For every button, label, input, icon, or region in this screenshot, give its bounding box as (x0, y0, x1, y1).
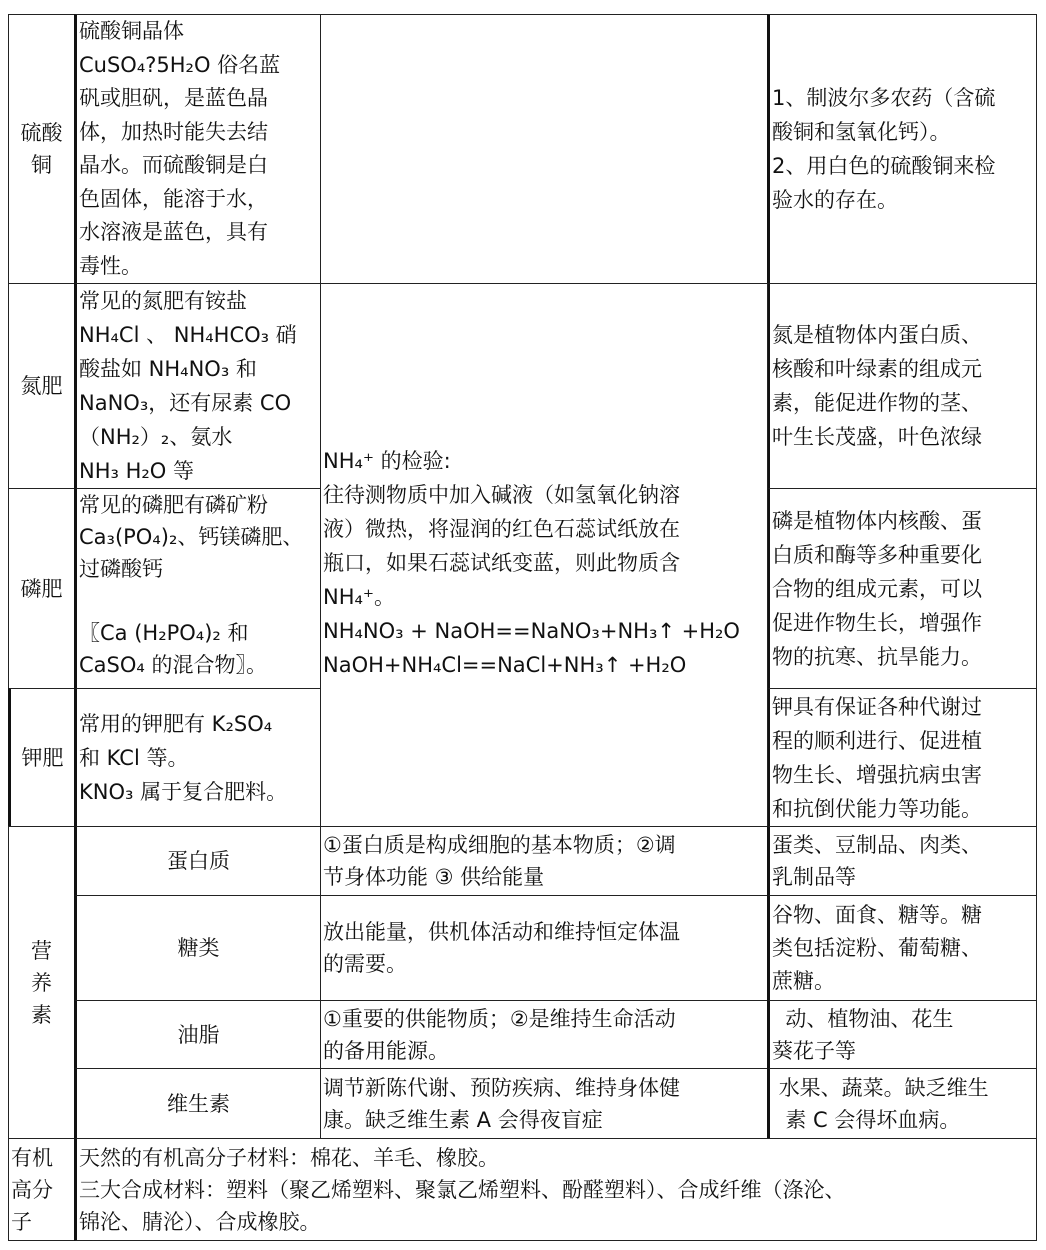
row-label-organic-polymers: 有机 高分 子 (8, 1138, 75, 1241)
ammonium-test: NH₄⁺ 的检验: 往待测物质中加入碱液（如氢氧化钠溶 液）微热，将湿润的红色石蕊试纸放在 瓶口，如果石蕊试纸变蓝，则此物质含 NH₄⁺。 NH₄NO₃ + NaOH==NaNO₃+NH₃↑ +H₂O NaOH+NH₄Cl==NaCl+NH₃↑ +H₂O (320, 283, 768, 827)
nitrogen-function: 氮是植物体内蛋白质、 核酸和叶绿素的组成元 素，能促进作物的茎、 叶生长茂盛，叶色浓绿 (767, 283, 1037, 489)
nutrient-name: 油脂 (74, 1000, 321, 1069)
nutrient-name: 维生素 (74, 1068, 321, 1139)
nutrient-function: 调节新陈代谢、预防疾病、维持身体健 康。缺乏维生素 A 会得夜盲症 (320, 1068, 768, 1139)
nutrient-function: 放出能量，供机体活动和维持恒定体温 的需要。 (320, 895, 768, 1001)
nutrient-function: ①蛋白质是构成细胞的基本物质；②调 节身体功能 ③ 供给能量 (320, 826, 768, 896)
row-label-nitrogen: 氮肥 (8, 283, 75, 489)
nitrogen-description: 常见的氮肥有铵盐 NH₄Cl 、 NH₄HCO₃ 硝 酸盐如 NH₄NO₃ 和 NaNO₃，还有尿素 CO （NH₂）₂、氨水 NH₃ H₂O 等 (74, 283, 321, 489)
nutrient-name: 蛋白质 (74, 826, 321, 896)
phosphorus-function: 磷是植物体内核酸、蛋 白质和酶等多种重要化 合物的组成元素，可以 促进作物生长，增强作 物的抗寒、抗旱能力。 (767, 488, 1037, 689)
potassium-function: 钾具有保证各种代谢过 程的顺利进行、促进植 物生长、增强抗病虫害 和抗倒伏能力等功能。 (767, 688, 1037, 827)
phosphorus-description: 常见的磷肥有磷矿粉 Ca₃(PO₄)₂、钙镁磷肥、 过磷酸钙 〖Ca (H₂PO₄)₂ 和 CaSO₄ 的混合物〗。 (74, 488, 321, 689)
organic-polymers-description: 天然的有机高分子材料：棉花、羊毛、橡胶。 三大合成材料：塑料（聚乙烯塑料、聚氯乙烯塑料、酚醛塑料）、合成纤维（涤沦、 锦沦、腈沦）、合成橡胶。 (74, 1138, 1037, 1241)
row-label-cuso4: 硫酸 铜 (8, 14, 75, 284)
potassium-description: 常用的钾肥有 K₂SO₄ 和 KCl 等。 KNO₃ 属于复合肥料。 (74, 688, 321, 827)
cuso4-description: 硫酸铜晶体 CuSO₄?5H₂O 俗名蓝 矾或胆矾，是蓝色晶 体，加热时能失去结 晶水。而硫酸铜是白 色固体，能溶于水， 水溶液是蓝色，具有 毒性。 (74, 14, 321, 284)
cuso4-empty-cell (320, 14, 768, 284)
nutrient-source: 蛋类、豆制品、肉类、 乳制品等 (767, 826, 1037, 896)
nutrient-name: 糖类 (74, 895, 321, 1001)
cuso4-use: 1、制波尔多农药（含硫 酸铜和氢氧化钙）。 2、用白色的硫酸铜来检 验水的存在。 (767, 14, 1037, 284)
row-label-phosphorus: 磷肥 (8, 488, 75, 689)
nutrient-function: ①重要的供能物质；②是维持生命活动 的备用能源。 (320, 1000, 768, 1069)
nutrient-source: 谷物、面食、糖等。糖 类包括淀粉、葡萄糖、 蔗糖。 (767, 895, 1037, 1001)
row-label-potassium: 钾肥 (8, 688, 75, 827)
row-label-nutrients: 营 养 素 (8, 826, 75, 1139)
nutrient-source: 水果、蔬菜。缺乏维生 素 C 会得坏血病。 (767, 1068, 1037, 1139)
nutrient-source: 动、植物油、花生 葵花子等 (767, 1000, 1037, 1069)
